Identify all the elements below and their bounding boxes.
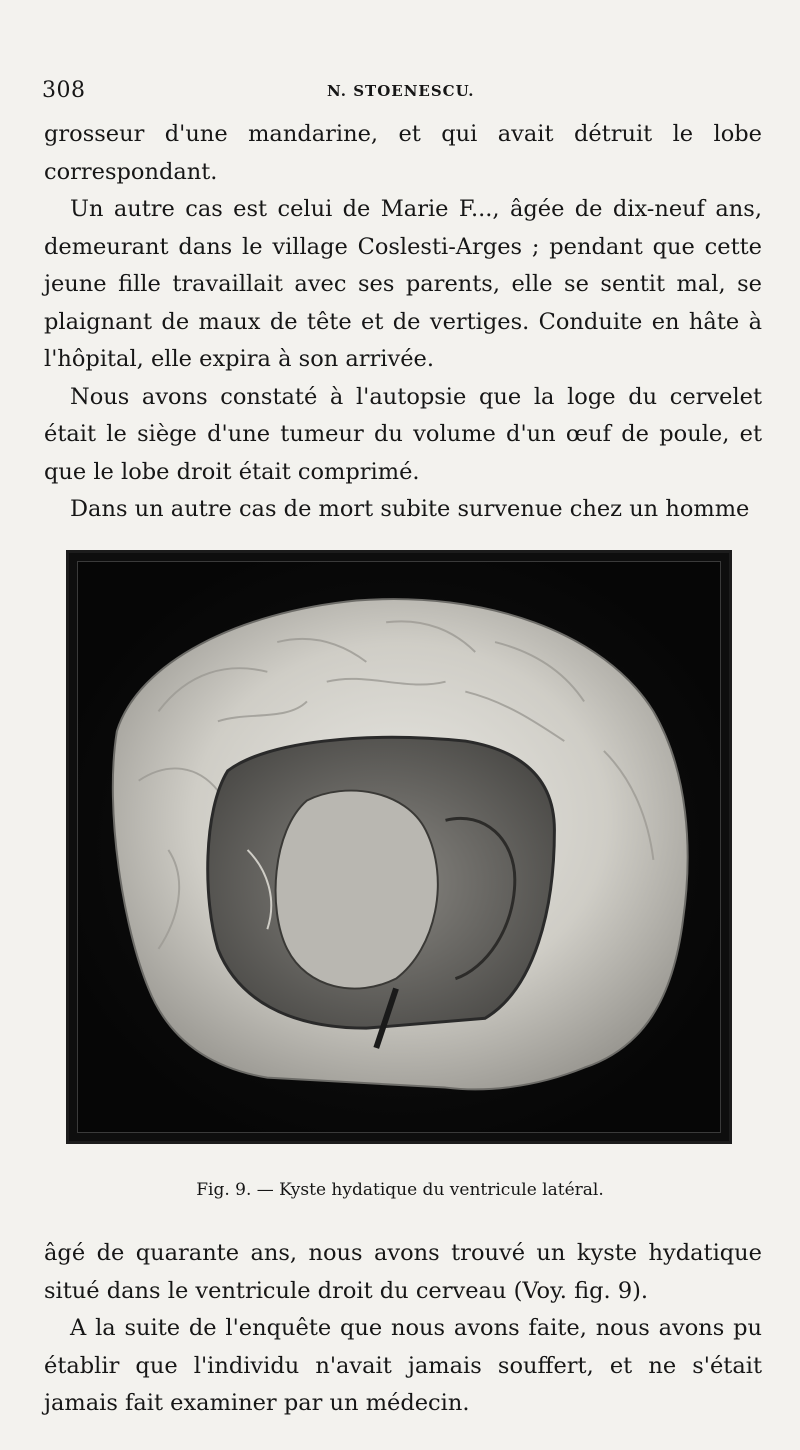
paragraph: A la suite de l'enquête que nous avons faite, nous avons pu établir que l'individu n'avait jamais souffert, et ne s'était jamais fait examiner par un médecin. [44,1315,762,1416]
paragraph: Nous avons constaté à l'autopsie que la loge du cervelet était le siège d'une tumeur du volume d'un œuf de poule, et que le lobe droit était comprimé. [44,383,762,485]
page-header [42,78,762,108]
page-number: 308 [42,78,86,103]
paragraph: âgé de quarante ans, nous avons trouvé un kyste hydatique situé dans le ventricule droit du cerveau (Voy. fig. 9). [44,1240,762,1304]
brain-section-image [69,553,729,1141]
paragraph: Un autre cas est celui de Marie F..., âgée de dix-neuf ans, demeurant dans le village Coslesti-Arges ; pendant que cette jeune fille travaillait avec ses parents, elle se sentit mal, se plaignant de maux de tête et de vertiges. Conduite en hâte à l'hôpital, elle expira à son arrivée. [44,196,762,372]
figure-brain-photograph [66,550,732,1144]
paragraph: Dans un autre cas de mort subite survenue chez un homme [70,496,750,522]
body-text-bottom [44,1235,762,1423]
cyst-mass [276,791,438,989]
figure-caption: Fig. 9. — Kyste hydatique du ventricule latéral. [196,1180,604,1200]
running-head: N. STOENESCU. [327,82,475,100]
paragraph: grosseur d'une mandarine, et qui avait détruit le lobe correspondant. [44,121,762,185]
body-text-top [44,116,762,529]
